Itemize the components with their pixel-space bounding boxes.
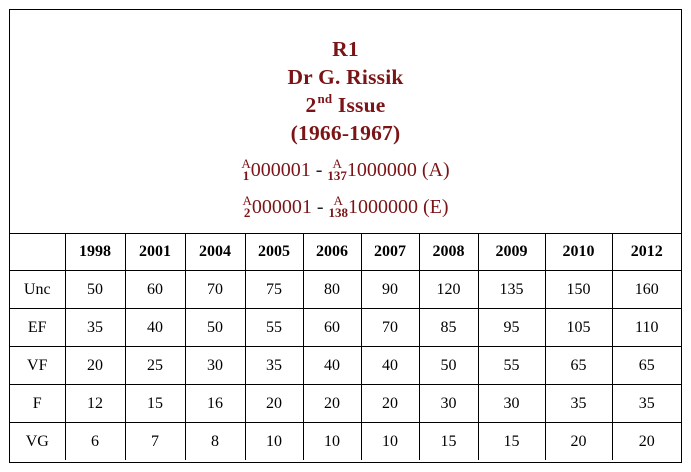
price-cell: 16 xyxy=(185,385,245,423)
price-cell: 10 xyxy=(361,423,419,461)
year-header: 2012 xyxy=(612,233,681,271)
price-guide-frame xyxy=(9,9,682,463)
price-cell: 95 xyxy=(478,309,545,347)
price-cell: 15 xyxy=(125,385,185,423)
prefix-letter: A xyxy=(241,156,251,171)
serial-range-1 xyxy=(10,158,681,182)
serial-dash: - xyxy=(316,196,324,218)
price-cell: 60 xyxy=(125,271,185,309)
price-cell: 30 xyxy=(185,347,245,385)
serial-dash: - xyxy=(315,159,323,181)
price-table xyxy=(10,233,681,460)
serial-range-2 xyxy=(10,195,681,219)
price-cell: 35 xyxy=(612,385,681,423)
table-row xyxy=(10,347,681,385)
price-cell: 30 xyxy=(419,385,478,423)
issue-word: Issue xyxy=(337,93,386,117)
year-header: 1998 xyxy=(65,233,125,271)
serial-prefix xyxy=(327,158,347,182)
table-row xyxy=(10,309,681,347)
price-cell: 65 xyxy=(545,347,612,385)
serial-prefix xyxy=(242,195,251,219)
serial-start: 000001 xyxy=(251,196,312,218)
price-cell: 50 xyxy=(419,347,478,385)
price-cell: 20 xyxy=(65,347,125,385)
price-cell: 15 xyxy=(478,423,545,461)
year-header: 2007 xyxy=(361,233,419,271)
grade-label: F xyxy=(10,385,65,423)
prefix-letter: A xyxy=(242,193,252,208)
price-cell: 35 xyxy=(65,309,125,347)
grade-label: VF xyxy=(10,347,65,385)
price-cell: 70 xyxy=(185,271,245,309)
price-cell: 150 xyxy=(545,271,612,309)
table-row xyxy=(10,271,681,309)
issue-ordinal-suffix: nd xyxy=(317,91,333,106)
corner-cell xyxy=(10,233,65,271)
prefix-letter: A xyxy=(332,156,342,171)
serial-end: 1000000 xyxy=(348,196,418,218)
year-header: 2009 xyxy=(478,233,545,271)
year-header: 2010 xyxy=(545,233,612,271)
price-cell: 10 xyxy=(245,423,303,461)
prefix-number: 137 xyxy=(327,168,347,183)
serial-start: 000001 xyxy=(250,159,311,181)
serial-suffix: (A) xyxy=(421,159,450,181)
price-cell: 135 xyxy=(478,271,545,309)
serial-suffix: (E) xyxy=(423,196,449,218)
price-cell: 40 xyxy=(303,347,361,385)
prefix-number: 2 xyxy=(243,205,251,220)
grade-label: VG xyxy=(10,423,65,461)
price-cell: 8 xyxy=(185,423,245,461)
price-cell: 90 xyxy=(361,271,419,309)
serial-end: 1000000 xyxy=(346,159,417,181)
price-cell: 15 xyxy=(419,423,478,461)
year-header: 2004 xyxy=(185,233,245,271)
grade-label: Unc xyxy=(10,271,65,309)
grade-label: EF xyxy=(10,309,65,347)
year-header: 2005 xyxy=(245,233,303,271)
price-cell: 50 xyxy=(185,309,245,347)
price-cell: 120 xyxy=(419,271,478,309)
price-cell: 75 xyxy=(245,271,303,309)
serial-prefix xyxy=(241,158,250,182)
year-header: 2001 xyxy=(125,233,185,271)
price-cell: 20 xyxy=(361,385,419,423)
year-header: 2008 xyxy=(419,233,478,271)
price-cell: 25 xyxy=(125,347,185,385)
table-row xyxy=(10,423,681,461)
prefix-letter: A xyxy=(333,193,343,208)
price-cell: 105 xyxy=(545,309,612,347)
price-cell: 35 xyxy=(245,347,303,385)
price-cell: 110 xyxy=(612,309,681,347)
year-header: 2006 xyxy=(303,233,361,271)
price-cell: 60 xyxy=(303,309,361,347)
price-cell: 6 xyxy=(65,423,125,461)
serial-prefix xyxy=(329,195,349,219)
issue-years: (1966-1967) xyxy=(290,121,401,145)
price-cell: 55 xyxy=(478,347,545,385)
year-header-row xyxy=(10,233,681,271)
price-cell: 20 xyxy=(245,385,303,423)
table-row xyxy=(10,385,681,423)
issue-number: 2 xyxy=(305,93,317,117)
prefix-number: 1 xyxy=(242,168,250,183)
price-cell: 20 xyxy=(303,385,361,423)
price-cell: 40 xyxy=(361,347,419,385)
signatory-name: Dr G. Rissik xyxy=(287,65,404,89)
price-cell: 10 xyxy=(303,423,361,461)
price-cell: 7 xyxy=(125,423,185,461)
price-cell: 55 xyxy=(245,309,303,347)
price-cell: 70 xyxy=(361,309,419,347)
price-cell: 65 xyxy=(612,347,681,385)
note-header xyxy=(10,10,681,234)
prefix-number: 138 xyxy=(328,205,348,220)
catalogue-number: R1 xyxy=(332,37,359,61)
price-cell: 30 xyxy=(478,385,545,423)
price-cell: 35 xyxy=(545,385,612,423)
price-cell: 40 xyxy=(125,309,185,347)
price-cell: 85 xyxy=(419,309,478,347)
price-cell: 12 xyxy=(65,385,125,423)
price-cell: 160 xyxy=(612,271,681,309)
price-cell: 80 xyxy=(303,271,361,309)
price-cell: 20 xyxy=(545,423,612,461)
price-cell: 20 xyxy=(612,423,681,461)
price-cell: 50 xyxy=(65,271,125,309)
